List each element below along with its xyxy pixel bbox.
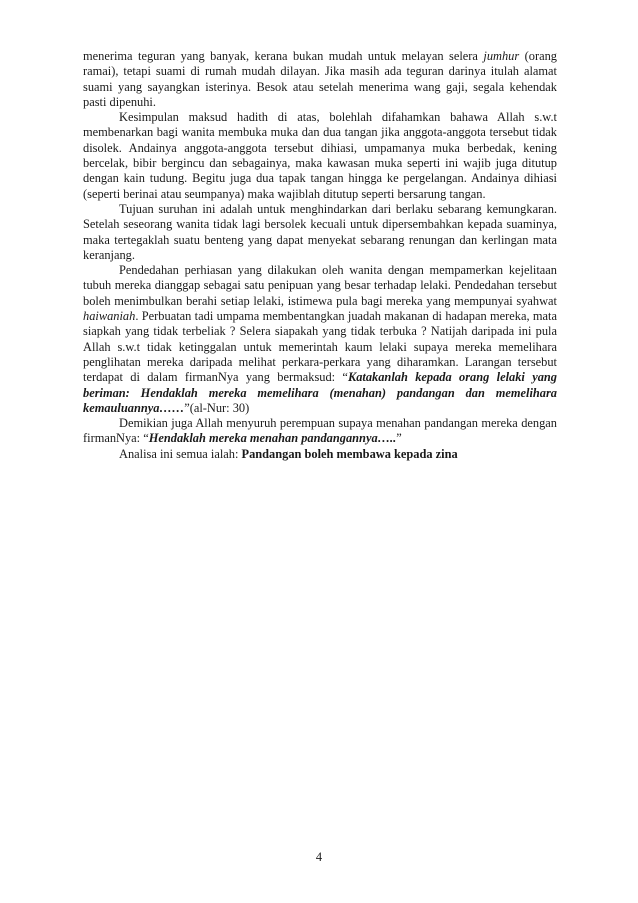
conclusion-emphasis: Pandangan boleh membawa kepada zina	[241, 446, 458, 461]
paragraph-6-text: Analisa ini semua ialah:	[119, 446, 242, 461]
paragraph-1-text-b: (orang ramai), tetapi suami di rumah mudah dilayan. Jika masih ada teguran darinya itulah alamat suami yang sayangkan isterinya. Besok atau setelah menerima wang gaji, segala kehendak pasti dipenuhi.	[83, 49, 557, 109]
paragraph-5-close-quote: ”	[396, 431, 402, 446]
paragraph-4-citation: ”(al-Nur: 30)	[184, 400, 250, 415]
paragraph-6	[83, 447, 557, 462]
paragraph-5	[83, 416, 557, 447]
paragraph-4-text-b: . Perbuatan tadi umpama membentangkan juadah makanan di hadapan mereka, mata siapkah yang tidak terbeliak ? Selera siapakah yang tidak terbuka ? Natijah daripada ini pula Allah s.w.t tidak ketinggalan untuk memerintah kaum lelaki supaya mereka memelihara penglihatan mereka daripada melihat perkara-perkara yang diharamkan. Larangan tersebut terdapat di dalam firmanNya yang bermaksud: “	[83, 309, 557, 385]
paragraph-4	[83, 263, 557, 416]
paragraph-3: Tujuan suruhan ini adalah untuk menghindarkan dari berlaku sebarang kemungkaran. Setelah seseorang wanita tidak lagi bersolek kecuali untuk dipersembahkan kepada suaminya, maka tertegaklah suatu benteng yang dapat menyekat sebarang renungan dan kerlingan mata keranjang.	[83, 201, 557, 262]
paragraph-1-text-a: menerima teguran yang banyak, kerana bukan mudah untuk melayan selera	[83, 49, 484, 63]
document-body	[83, 49, 557, 462]
quran-quote-al-nur: Katakanlah kepada orang lelaki yang beriman: Hendaklah mereka memelihara (menahan) pandangan dan memelihara kemauluannya……	[83, 370, 557, 415]
paragraph-1	[83, 49, 557, 110]
page-number: 4	[315, 850, 323, 864]
paragraph-5-text-a: Demikian juga Allah menyuruh perempuan supaya menahan pandangan mereka dengan firmanNya: “	[83, 416, 557, 446]
quran-quote-women: Hendaklah mereka menahan pandangannya…..	[148, 431, 397, 446]
paragraph-4-text-a: Pendedahan perhiasan yang dilakukan oleh wanita dengan mempamerkan kejelitaan tubuh mereka dianggap sebagai satu penipuan yang besar terhadap lelaki. Pendedahan tersebut boleh menimbulkan berahi setiap lelaki, istimewa pula bagi mereka yang mempunyai syahwat	[83, 263, 557, 308]
term-haiwaniah: haiwaniah	[83, 309, 136, 324]
paragraph-2: Kesimpulan maksud hadith di atas, bolehlah difahamkan bahawa Allah s.w.t membenarkan bagi wanita membuka muka dan dua tangan jika anggota-anggota tersebut tidak disolek. Andainya anggota-anggota tersebut dihiasi, umpamanya muka berbedak, kening bercelak, bibir bergincu dan sebagainya, maka kawasan muka seperti ini wajib juga ditutup dengan kain tudung. Begitu juga dua tapak tangan hingga ke pergelangan. Andainya dihiasi (seperti berinai atau seumpanya) maka wajiblah ditutup seperti bersarung tangan.	[83, 110, 557, 201]
term-jumhur: jumhur	[483, 49, 520, 63]
